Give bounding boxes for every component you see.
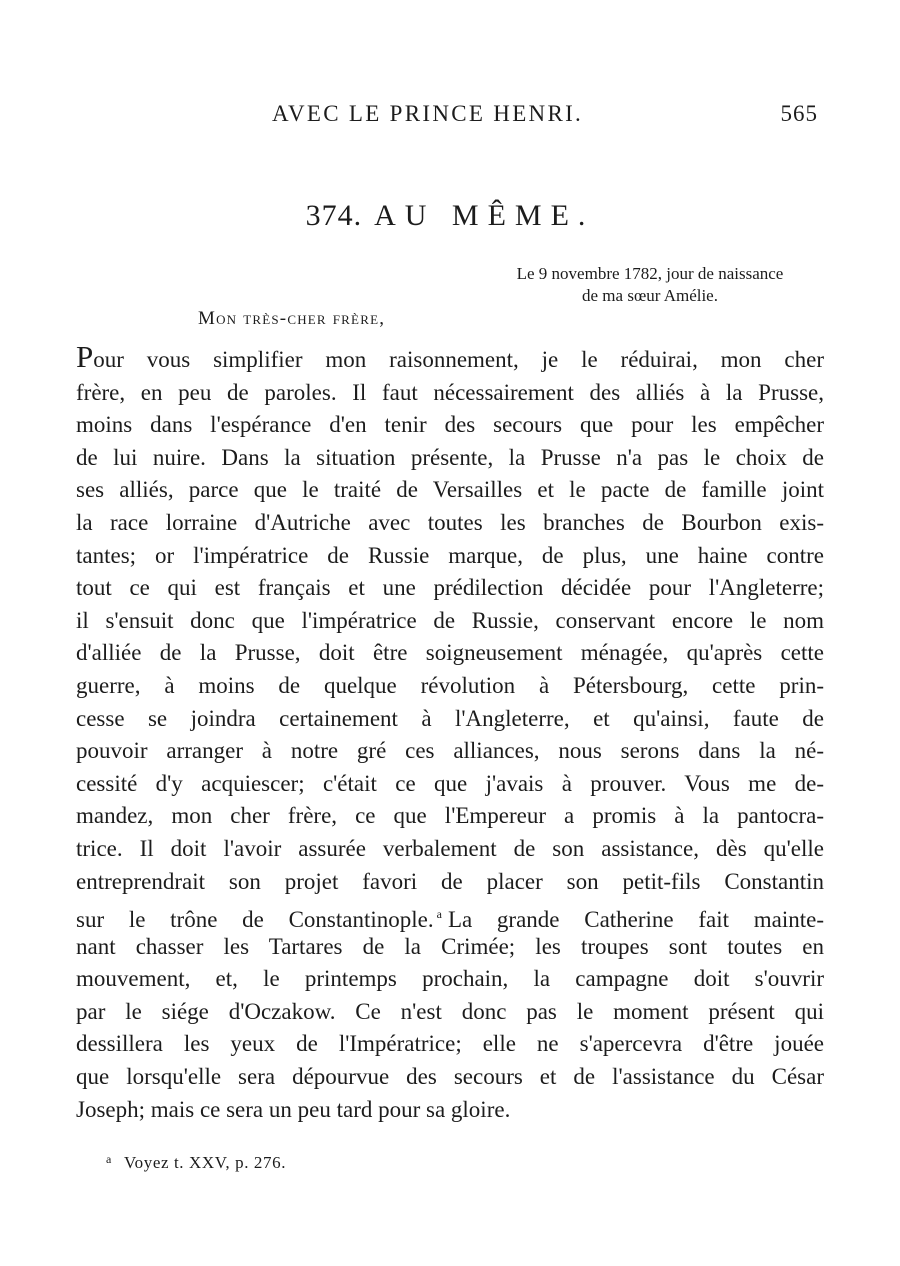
body-line: Joseph; mais ce sera un peu tard pour sa gloire.	[76, 1096, 511, 1122]
body-line: pouvoir arranger à notre gré ces alliances, nous serons dans la né-	[76, 738, 824, 764]
footnote-reference[interactable]: a	[436, 907, 442, 922]
body-line: mandez, mon cher frère, ce que l'Empereur a promis à la pantocra-	[76, 803, 824, 829]
salutation: Mon très-cher frère,	[198, 308, 386, 329]
dateline-line-2: de ma sœur Amélie.	[582, 286, 718, 305]
letter-heading: AU MÊME.	[374, 199, 595, 232]
body-line: tout ce qui est français et une prédilection décidée pour l'Angleterre;	[76, 575, 824, 601]
body-line: nant chasser les Tartares de la Crimée; les troupes sont toutes en	[76, 933, 824, 959]
body-line: par le siége d'Oczakow. Ce n'est donc pas le moment présent qui	[76, 998, 824, 1024]
body-line: guerre, à moins de quelque révolution à Pétersbourg, cette prin-	[76, 672, 824, 698]
body-line: moins dans l'espérance d'en tenir des secours que pour les empêcher	[76, 412, 824, 438]
body-line: trice. Il doit l'avoir assurée verbalement de son assistance, dès qu'elle	[76, 835, 824, 861]
letter-body	[76, 339, 824, 1126]
body-line: ses alliés, parce que le traité de Versailles et le pacte de famille joint	[76, 477, 824, 503]
body-line-text: La grande Catherine fait mainte-	[447, 907, 824, 933]
body-line: cessité d'y acquiescer; c'était ce que j'avais à prouver. Vous me de-	[76, 770, 824, 796]
dateline	[468, 263, 832, 307]
letter-number: 374.	[305, 199, 363, 232]
body-line-text: sur le trône de Constantinople.	[76, 907, 434, 933]
body-line	[76, 898, 824, 931]
body-line: mouvement, et, le printemps prochain, la campagne doit s'ouvrir	[76, 966, 824, 992]
body-line: dessillera les yeux de l'Impératrice; elle ne s'apercevra d'être jouée	[76, 1031, 824, 1057]
body-line: d'alliée de la Prusse, doit être soigneusement ménagée, qu'après cette	[76, 640, 824, 666]
body-line: de lui nuire. Dans la situation présente, la Prusse n'a pas le choix de	[76, 444, 824, 470]
body-line: entreprendrait son projet favori de placer son petit-fils Constantin	[76, 868, 824, 894]
dateline-line-1: Le 9 novembre 1782, jour de naissance	[516, 264, 784, 283]
letter-title	[0, 199, 900, 233]
page-number: 565	[780, 101, 818, 126]
footnote	[106, 1152, 286, 1173]
body-line: cesse se joindra certainement à l'Angleterre, et qu'ainsi, faute de	[76, 705, 824, 731]
body-line-text: our vous simplifier mon raisonnement, je le réduirai, mon cher	[93, 347, 824, 372]
body-line: tantes; or l'impératrice de Russie marque, de plus, une haine contre	[76, 542, 824, 568]
body-line	[76, 339, 824, 377]
body-line: il s'ensuit donc que l'impératrice de Russie, conservant encore le nom	[76, 607, 824, 633]
footnote-text: Voyez t. XXV, p. 276.	[123, 1153, 287, 1172]
body-line: la race lorraine d'Autriche avec toutes les branches de Bourbon exis-	[76, 509, 824, 535]
body-line: frère, en peu de paroles. Il faut nécessairement des alliés à la Prusse,	[76, 379, 824, 405]
running-head: AVEC LE PRINCE HENRI.	[272, 101, 584, 126]
drop-cap: P	[76, 339, 94, 374]
footnote-mark: a	[106, 1152, 112, 1166]
body-line: que lorsqu'elle sera dépourvue des secours et de l'assistance du César	[76, 1064, 824, 1090]
